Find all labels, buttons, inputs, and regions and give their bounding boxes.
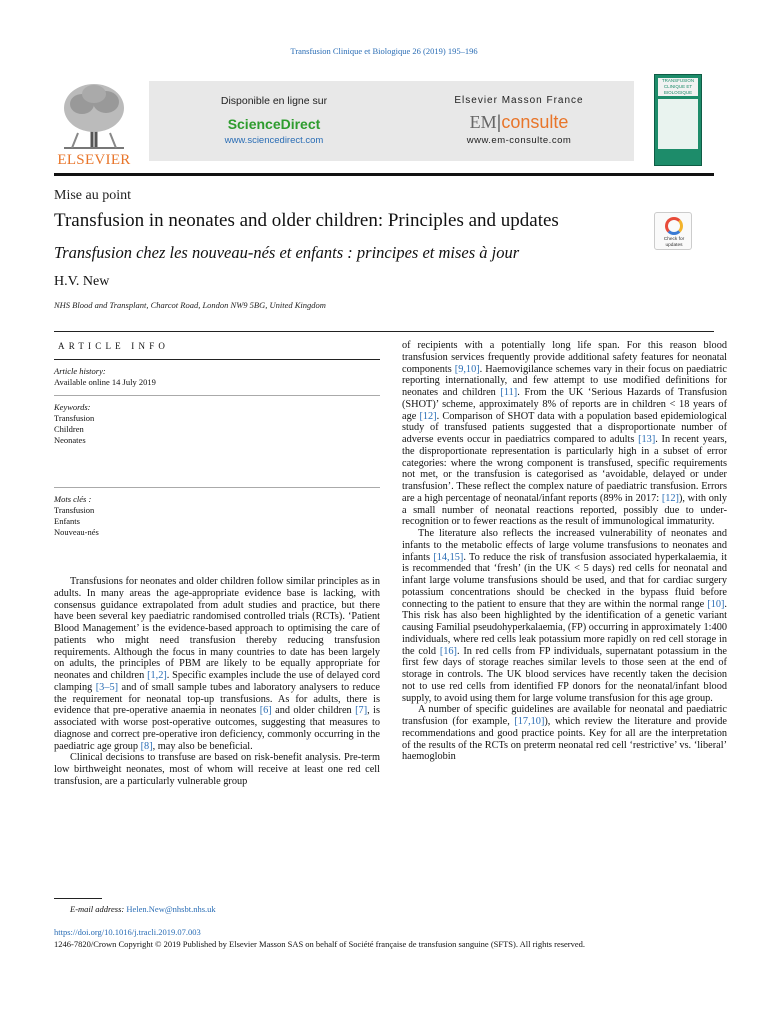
body-paragraph: Transfusions for neonates and older children follow similar principles as in adults. In many areas the age-appropriate evidence base is lacking, with consensus guidance extrapolated from adult studies and practice, but there have been several key paediatric randomised controlled trials (RCTs). ‘Patient Blood Management’ is the evidence-based approach to optimising the care of patients who might need transfusion thereby reducing transfusion requirements. Although the focus in many countries to date has been largely on adults, the principles of PBM are likely to be equally appropriate for neonates and children [1,2]. Specific examples include the use of delayed cord clamping [3–5] and of small sample tubes and laboratory analysers to reduce the requirement for neonatal top-up transfusions. As for adults, there is evidence that pre-operative anaemia in neonates [6] and older children [7], is associated with worse post-operative outcomes, suggesting that measures to diagnose and correct pre-operative iron deficiency, commonly occurring in the paediatric age group [8], may also be beneficial. <box>54 576 380 752</box>
emconsulte-link[interactable]: www.em-consulte.com <box>466 135 572 146</box>
sd-available-text: Disponible en ligne sur <box>220 95 328 107</box>
citation-link[interactable]: [16] <box>439 645 457 657</box>
history-rule <box>54 395 380 396</box>
sciencedirect-block <box>149 95 399 146</box>
doi-link[interactable]: https://doi.org/10.1016/j.tracli.2019.07.003 <box>54 927 201 937</box>
keywords-block: Keywords: Transfusion Children Neonates <box>54 402 95 445</box>
body-paragraph: A number of specific guidelines are available for neonatal and paediatric transfusion (for example, [17,10]), which review the literature and provide recommendations and good practice points. Key for all are the interpretation of the results of the RCTs on preterm neonatal red cell ‘restrictive’ vs. ‘liberal’ haemoglobin <box>402 704 727 763</box>
masthead <box>54 74 714 170</box>
citation-link[interactable]: [11] <box>500 387 518 398</box>
check-for-updates-button[interactable] <box>654 212 692 250</box>
elsevier-wordmark: ELSEVIER <box>57 152 131 168</box>
motcle-item: Nouveau-nés <box>54 527 99 537</box>
mots-cles-block: Mots clés : Transfusion Enfants Nouveau-nés <box>54 494 99 537</box>
citation-link[interactable]: [3–5] <box>95 681 119 693</box>
header-divider <box>54 173 714 176</box>
keyword-item: Transfusion <box>54 413 95 423</box>
sciencedirect-link[interactable]: www.sciencedirect.com <box>224 135 324 146</box>
body-left-column <box>54 576 380 788</box>
title-divider <box>54 331 714 332</box>
keywords-rule <box>54 487 380 488</box>
email-link[interactable]: Helen.New@nhsbt.nhs.uk <box>126 904 216 914</box>
author-affiliation: NHS Blood and Transplant, Charcot Road, London NW9 5BG, United Kingdom <box>54 300 326 310</box>
motcle-item: Enfants <box>54 516 80 526</box>
body-paragraph: Clinical decisions to transfuse are based on risk-benefit analysis. Pre-term low birthweight neonates, most of whom will receive at least one red cell transfusion, are a particularly vulnerable group <box>54 752 380 787</box>
body-paragraph: The literature also reflects the increased vulnerability of neonates and infants to the metabolic effects of large volume transfusions to neonates and infants [14,15]. To reduce the risk of transfusion associated hyperkalaemia, it is recommended that ‘fresh’ (in the UK < 5 days) red cells for neonatal and infant large volume transfusions should be used, and that for cardiac surgery potassium concentrations should be checked in the bypass fluid before connecting to the patient to ensure that they are within the normal range [10]. This risk has also been highlighted by the identification of a genetic variant causing Familial pseudohyperkalaemia, (FP) occurring in approximately 1:400 individuals, where red cells leak potassium more rapidly on red cell storage in the cold [16]. In red cells from FP individuals, supernatant potassium in the first few days of storage reaches similar levels to those seen at the end of storage in controls. The UK blood services have recently taken the decision not to use red cells from identified FP donors for the neonatal/infant blood supply, to avoid using them for large volume transfusion for this age group. <box>402 528 727 704</box>
cover-title: TRANSFUSION CLINIQUE ET BIOLOGIQUE <box>658 78 698 96</box>
keyword-item: Neonates <box>54 435 86 445</box>
citation-link[interactable]: [10] <box>707 598 725 610</box>
emconsulte-logo: EM|consulte <box>469 112 569 132</box>
citation-link[interactable]: [12] <box>661 492 679 504</box>
footnote-rule <box>54 898 102 899</box>
journal-reference[interactable]: Transfusion Clinique et Biologique 26 (2019) 195–196 <box>290 46 478 56</box>
article-info-heading: ARTICLE INFO <box>58 341 170 351</box>
emconsulte-block <box>404 95 634 146</box>
em-publisher-text: Elsevier Masson France <box>454 95 584 106</box>
citation-link[interactable]: [7] <box>355 705 368 717</box>
citation-link[interactable]: [6] <box>259 705 272 717</box>
citation-link[interactable]: [9,10] <box>454 363 480 375</box>
cover-image <box>658 99 698 149</box>
article-title-french: Transfusion chez les nouveau-nés et enfants : principes et mises à jour <box>54 243 520 262</box>
article-info-rule <box>54 359 380 360</box>
citation-link[interactable]: [1,2] <box>147 670 167 681</box>
check-updates-icon <box>665 217 683 235</box>
journal-cover[interactable] <box>654 74 702 166</box>
citation-link[interactable]: [12] <box>419 410 437 422</box>
article-title: Transfusion in neonates and older children: Principles and updates <box>54 210 559 231</box>
citation-link[interactable]: [8] <box>140 740 153 752</box>
availability-panel <box>149 81 634 161</box>
citation-link[interactable]: [17,10] <box>514 716 545 727</box>
citation-link[interactable]: [14,15] <box>433 551 464 563</box>
author-name[interactable]: H.V. New <box>54 274 110 289</box>
sciencedirect-logo: ScienceDirect <box>227 116 321 132</box>
copyright-notice: 1246-7820/Crown Copyright © 2019 Published by Elsevier Masson SAS on behalf of Société française de transfusion sanguine (SFTS). All rights reserved. <box>54 939 586 949</box>
article-history: Article history: Available online 14 July 2019 <box>54 366 156 387</box>
body-paragraph: of recipients with a potentially long life span. For this reason blood transfusion services frequently provide additional safety features for neonatal components [9,10]. Haemovigilance schemes vary in their focus on paediatric reporting internationally, and few attempt to use modified definitions for neonates and children [11]. From the UK ‘Serious Hazards of Transfusion (SHOT)’ scheme, approximately 8% of reports are in children < 18 years of age [12]. Comparison of SHOT data with a population based epidemiological study of transfused patients suggested that a disproportionate number of adverse events occur in paediatrics compared to adults [13]. In recent years, the disproportionate representation is particularly high in a subset of error categories: where the wrong component is transfused, specific requirements not met, or the transfusion is categorised as ‘avoidable, delayed or under transfusion’. These reflect the complex nature of paediatric transfusion. Errors are a high percentage of neonatal/infant reports (89% in 2017: [12]), with only a small number of neonatal reactions reported, possibly due to under-recognition or to fewer reactions as the result of immunological immaturity. <box>402 340 728 528</box>
body-right-column <box>402 340 727 763</box>
motcle-item: Transfusion <box>54 505 95 515</box>
keyword-item: Children <box>54 424 84 434</box>
section-type: Mise au point <box>54 188 131 203</box>
citation-link[interactable]: [13] <box>638 434 656 445</box>
check-updates-label: Check for updates <box>663 237 685 248</box>
corresponding-email: E-mail address: Helen.New@nhsbt.nhs.uk <box>70 904 216 914</box>
